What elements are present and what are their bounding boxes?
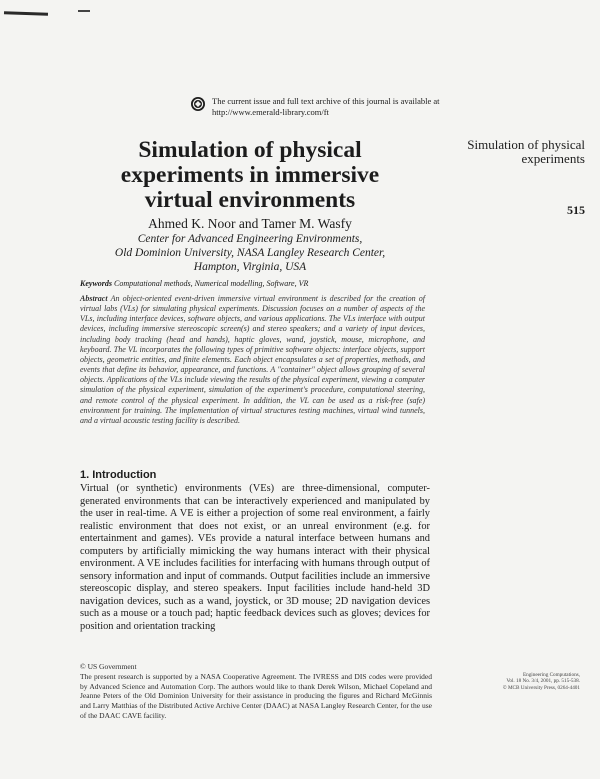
abstract (80, 294, 425, 426)
citation-line: Engineering Computations, (522, 672, 580, 678)
citation-line: Vol. 18 No. 3/4, 2001, pp. 515-538. (506, 678, 580, 685)
footnotes (80, 662, 432, 721)
intro-paragraph: Virtual (or synthetic) environments (VEs) are three-dimensional, computer-generated environments that can be interactively experienced and manipulated by the user in real-time. A VE is either a projection of some real environment, a fairly realistic environment that does not exist, or an unreal environment (e.g. for entertainment and games). VEs provide a natural interface between humans and computers by artificially mimicking the way humans interact with their physical environment. A VE includes facilities for interfacing with humans through output of sensory information and input of commands. Output facilities include an immersive stereoscopic display, and stereo speakers. Input facilities include hand-held 3D navigation devices, such as a wand, joystick, or 3D mouse; 2D navigation devices such as a mouse or a touch pad; haptic feedback devices such as gloves; devices for position and orientation tracking (80, 483, 430, 632)
citation-line: © MCB University Press, 0264-4401 (502, 684, 580, 691)
margin-running-title: Simulation of physical experiments (467, 137, 585, 166)
abstract-label: Abstract (80, 294, 108, 303)
availability-notice (190, 96, 450, 118)
article-authors: Ahmed K. Noor and Tamer M. Wasfy (148, 216, 352, 231)
notice-url[interactable]: http://www.emerald-library.com/ft (212, 107, 329, 117)
author-affiliation (100, 232, 400, 274)
keywords-text: Computational methods, Numerical modelling, Software, VR (114, 279, 309, 288)
notice-line: The current issue and full text archive of this journal is available at (212, 96, 440, 106)
copyright-note: © US Government (80, 662, 137, 671)
keywords-label: Keywords (80, 279, 112, 288)
scan-mark (4, 11, 48, 16)
acknowledgement-note: The present research is supported by a NASA Cooperative Agreement. The IVRESS and DIS codes were provided by Advanced Science and Automation Corp. The authors would like to thank Derek Wilson, Michael Copeland and Jeanne Peters of the Old Dominion University for their assistance in producing the figures and Richard McGinnis and Larry Matthias of the Distributed Active Archive Center (DAAC) at NASA Langley Research Center, for the use of the DAAC CAVE facility. (80, 671, 432, 720)
affiliation-line: Center for Advanced Engineering Environments, (137, 233, 363, 245)
section-heading: 1. Introduction (80, 469, 157, 481)
affiliation-line: Old Dominion University, NASA Langley Research Center, (114, 247, 386, 259)
page-number: 515 (567, 203, 585, 217)
scan-mark (78, 10, 90, 12)
affiliation-line: Hampton, Virginia, USA (193, 261, 307, 273)
abstract-text: An object-oriented event-driven immersive virtual environment is described for the creation of virtual labs (VLs) for simulating physical experiments. Discussion focuses on a number of aspects of the VLs, including interface devices, software objects, and various applications. The VLs interface with output devices, including immersive stereoscopic screen(s) and stereo speakers; and a variety of input devices, including body tracking (head and hands), haptic gloves, wand, joystick, mouse, microphone, and keyboard. The VL incorporates the following types of primitive software objects: interface objects, support objects, geometric entities, and finite elements. Each object encapsulates a set of properties, methods, and events that define its behavior, appearance, and functions. A "container" object allows grouping of several objects. Applications of the VLs include viewing the results of the physical experiment, viewing a computer simulation of the physical experiment, simulation of the experiment's procedure, computational steering, and remote control of the physical experiment. In addition, the VL can be used as a risk-free (safe) environment for training. The implementation of virtual structures testing machines, virtual wind tunnels, and a virtual acoustic testing facility is described. (80, 294, 425, 425)
emerald-logo-icon (190, 96, 206, 112)
journal-citation (452, 672, 580, 691)
article-title: Simulation of physical experiments in immersive virtual environments (120, 137, 380, 213)
keywords (80, 279, 425, 288)
